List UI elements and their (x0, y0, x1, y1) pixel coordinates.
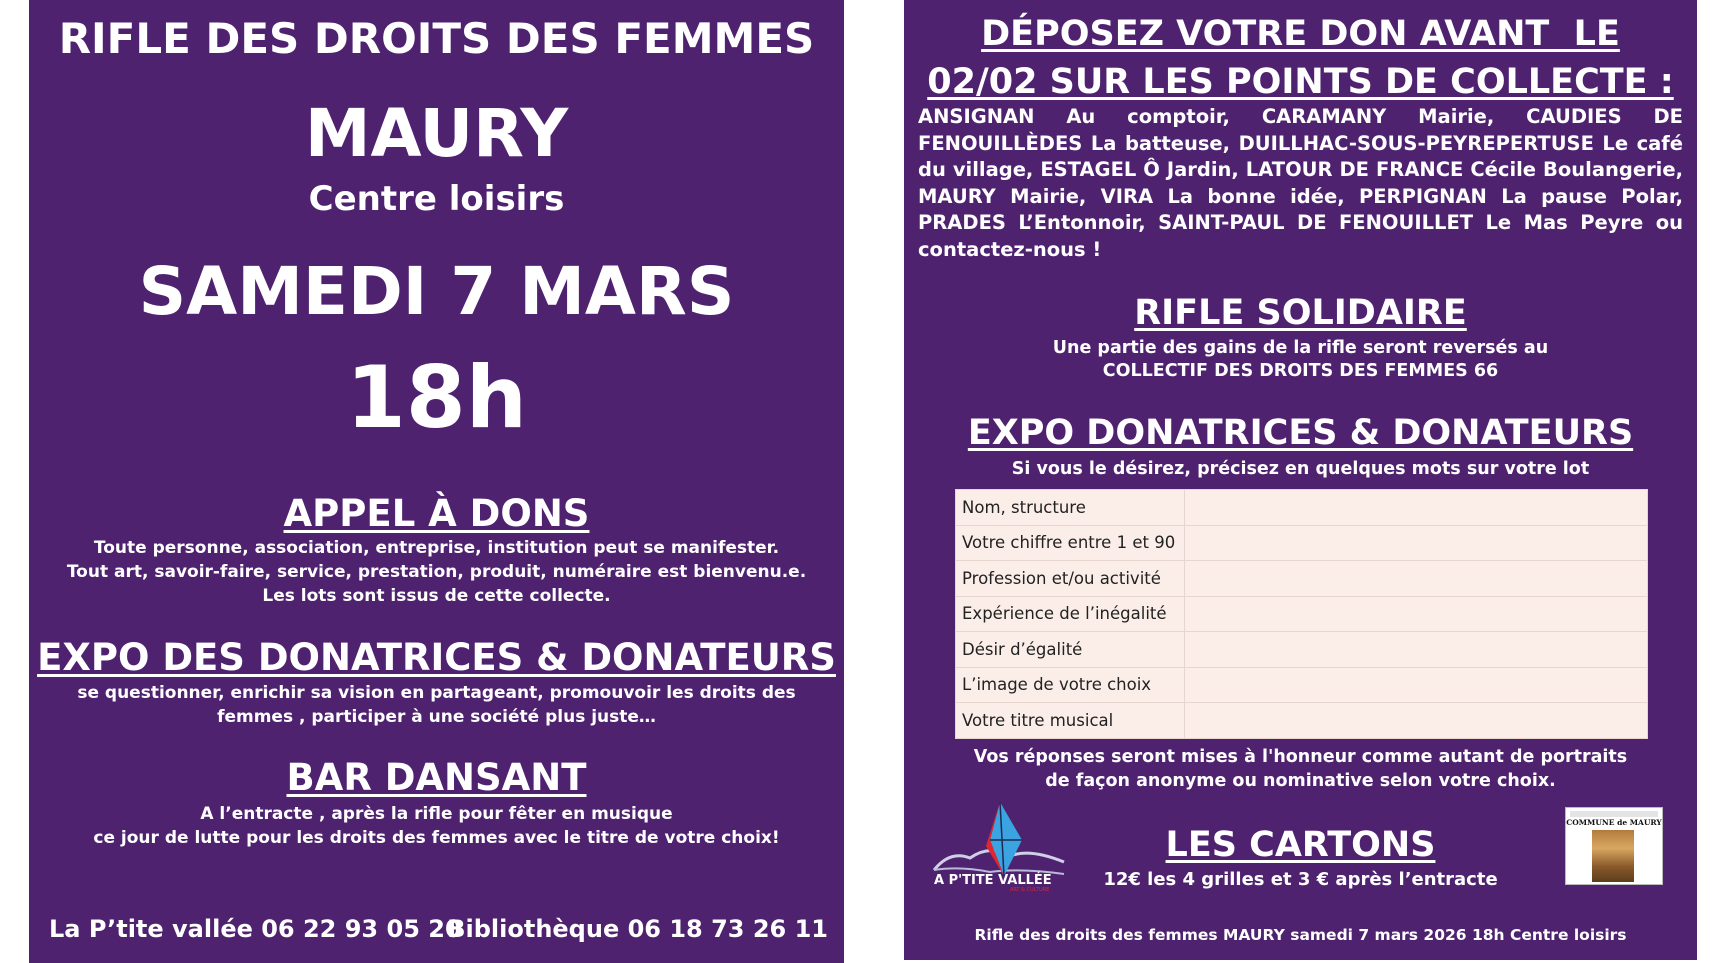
deposit-heading-line: DÉPOSEZ VOTRE DON AVANT LE (981, 14, 1620, 54)
form-field-value[interactable] (1185, 667, 1648, 703)
form-field-label: Profession et/ou activité (956, 561, 1185, 597)
commune-logo-header (1570, 811, 1658, 817)
event-date: SAMEDI 7 MARS (138, 253, 735, 330)
form-field-label: Nom, structure (956, 490, 1185, 526)
form-field-value[interactable] (1185, 632, 1648, 668)
ptite-vallee-logo-text: A P'TITE VALLÉE (934, 873, 1052, 888)
form-row (956, 632, 1648, 668)
form-field-value[interactable] (1185, 525, 1648, 561)
expo-text-left (29, 681, 844, 729)
form-row (956, 596, 1648, 632)
form-note (904, 745, 1697, 793)
form-field-label: Votre titre musical (956, 703, 1185, 739)
commune-maury-logo (1565, 807, 1663, 885)
form-row (956, 490, 1648, 526)
bar-line: ce jour de lutte pour les droits des femmes avec le titre de votre choix! (93, 828, 780, 848)
bar-heading: BAR DANSANT (286, 756, 587, 799)
cartons-price: 12€ les 4 grilles et 3 € après l’entracte (1103, 869, 1498, 890)
appel-text (29, 536, 844, 608)
solidaire-text (904, 337, 1697, 383)
form-field-value[interactable] (1185, 561, 1648, 597)
bar-line: A l’entracte , après la rifle pour fêter en musique (200, 804, 673, 824)
form-note-line: de façon anonyme ou nominative selon votre choix. (1045, 771, 1556, 791)
expo-heading-right: EXPO DONATRICES & DONATEURS (967, 413, 1634, 453)
expo-line: femmes , participer à une société plus juste… (217, 707, 656, 727)
collection-points-text: ANSIGNAN Au comptoir, CARAMANY Mairie, CAUDIES DE FENOUILLÈDES La batteuse, DUILLHAC-SOUS-PEYREPERTUSE Le café du village, ESTAGEL Ô Jardin, LATOUR DE FRANCE Cécile Boulangerie, MAURY Mairie, VIRA La bonne idée, PERPIGNAN La pause Polar, PRADES L’Entonnoir, SAINT-PAUL DE FENOUILLET Le Mas Peyre ou contactez-nous ! (918, 105, 1683, 261)
solidaire-line: COLLECTIF DES DROITS DES FEMMES 66 (1102, 361, 1499, 381)
event-city: MAURY (304, 95, 569, 172)
expo-subtitle: Si vous le désirez, précisez en quelques mots sur votre lot (1011, 459, 1590, 479)
appel-line: Les lots sont issus de cette collecte. (262, 586, 611, 606)
cartons-heading: LES CARTONS (1165, 825, 1436, 865)
form-field-value[interactable] (1185, 490, 1648, 526)
form-field-label: L’image de votre choix (956, 667, 1185, 703)
form-field-value[interactable] (1185, 596, 1648, 632)
contact-bibliotheque: Bibliothèque 06 18 73 26 11 (447, 915, 828, 943)
form-row (956, 703, 1648, 739)
footer-summary: Rifle des droits des femmes MAURY samedi 7 mars 2026 18h Centre loisirs (974, 926, 1627, 944)
form-row (956, 667, 1648, 703)
deposit-heading (904, 10, 1697, 106)
appel-line: Toute personne, association, entreprise, institution peut se manifester. (93, 538, 780, 558)
donor-form-table (955, 489, 1648, 739)
form-note-line: Vos réponses seront mises à l'honneur comme autant de portraits (973, 747, 1628, 767)
appel-heading: APPEL À DONS (283, 492, 590, 535)
expo-line: se questionner, enrichir sa vision en partageant, promouvoir les droits des (77, 683, 796, 703)
event-venue: Centre loisirs (308, 179, 565, 219)
contact-ptite-vallee: La P’tite vallée 06 22 93 05 20 (49, 915, 462, 943)
form-row (956, 561, 1648, 597)
solidaire-heading: RIFLE SOLIDAIRE (1134, 293, 1467, 333)
form-field-label: Votre chiffre entre 1 et 90 (956, 525, 1185, 561)
appel-line: Tout art, savoir-faire, service, prestation, produit, numéraire est bienvenu.e. (66, 562, 807, 582)
event-time: 18h (346, 348, 527, 448)
commune-logo-name: COMMUNE de MAURY (1566, 818, 1662, 827)
form-field-value[interactable] (1185, 703, 1648, 739)
form-row (956, 525, 1648, 561)
deposit-heading-line: 02/02 SUR LES POINTS DE COLLECTE : (927, 62, 1674, 102)
form-field-label: Désir d’égalité (956, 632, 1185, 668)
poster-left-panel (29, 0, 844, 963)
ptite-vallee-logo-tagline: ART & CULTURE (1010, 887, 1050, 892)
commune-logo-picture (1592, 830, 1634, 882)
solidaire-line: Une partie des gains de la rifle seront reversés au (1052, 338, 1549, 358)
form-field-label: Expérience de l’inégalité (956, 596, 1185, 632)
event-title: RIFLE DES DROITS DES FEMMES (58, 14, 815, 63)
bar-text (29, 802, 844, 850)
expo-heading-left: EXPO DES DONATRICES & DONATEURS (37, 636, 836, 679)
poster-right-panel (904, 0, 1697, 960)
